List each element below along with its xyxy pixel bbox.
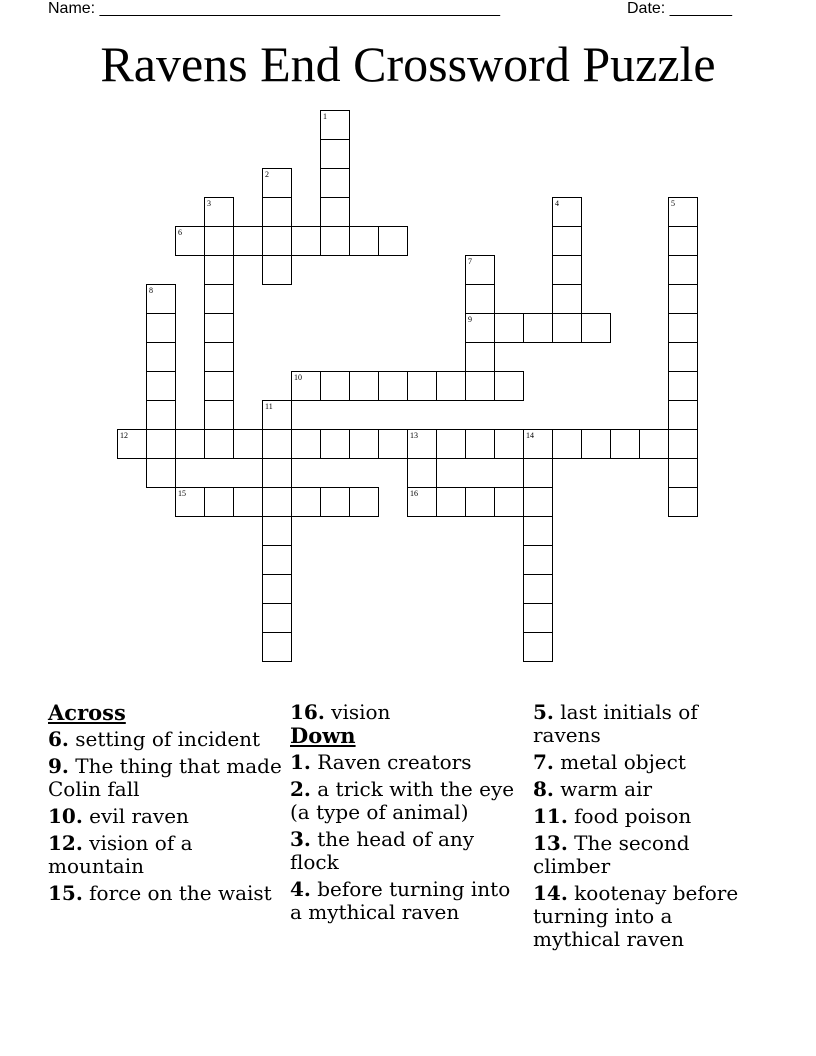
grid-cell[interactable] (436, 371, 466, 401)
clue-number: 14 (526, 431, 534, 440)
down-clue: 14. kootenay before turning into a mythical raven (533, 881, 739, 951)
clue-number: 5 (671, 199, 675, 208)
grid-cell[interactable] (552, 284, 582, 314)
grid-cell[interactable] (233, 487, 263, 517)
down-clue: 4. before turning into a mythical raven (290, 877, 511, 924)
grid-cell[interactable] (262, 487, 292, 517)
grid-cell[interactable] (668, 342, 698, 372)
grid-cell[interactable] (436, 487, 466, 517)
across-clue: 15. force on the waist (48, 881, 272, 905)
grid-cell[interactable] (233, 429, 263, 459)
grid-cell[interactable] (262, 632, 292, 662)
grid-cell[interactable] (262, 545, 292, 575)
grid-cell[interactable] (378, 226, 408, 256)
grid-cell[interactable] (378, 429, 408, 459)
down-clue: 13. The second climber (533, 831, 690, 878)
grid-cell[interactable] (204, 313, 234, 343)
grid-cell[interactable] (262, 255, 292, 285)
grid-cell[interactable] (262, 197, 292, 227)
grid-cell[interactable] (407, 371, 437, 401)
grid-cell[interactable] (378, 371, 408, 401)
grid-cell[interactable] (581, 313, 611, 343)
grid-cell[interactable] (465, 284, 495, 314)
grid-cell[interactable] (523, 545, 553, 575)
grid-cell[interactable] (175, 429, 205, 459)
grid-cell[interactable] (204, 284, 234, 314)
clue-column-3 (533, 701, 763, 955)
clue-number: 4 (555, 199, 559, 208)
grid-cell[interactable] (146, 458, 176, 488)
grid-cell[interactable] (668, 226, 698, 256)
grid-cell[interactable] (320, 371, 350, 401)
grid-cell[interactable] (552, 313, 582, 343)
grid-cell[interactable] (204, 371, 234, 401)
grid-cell[interactable] (320, 168, 350, 198)
clue-number: 2 (265, 170, 269, 179)
clue-number: 15 (178, 489, 186, 498)
down-clue: 7. metal object (533, 750, 686, 774)
clue-number: 13 (410, 431, 418, 440)
grid-cell[interactable] (233, 226, 263, 256)
clue-number: 8 (149, 286, 153, 295)
grid-cell[interactable] (146, 371, 176, 401)
grid-cell[interactable] (494, 371, 524, 401)
grid-cell[interactable] (494, 313, 524, 343)
grid-cell[interactable] (465, 342, 495, 372)
across-clue: 10. evil raven (48, 804, 189, 828)
grid-cell[interactable] (291, 429, 321, 459)
down-clue: 5. last initials of ravens (533, 700, 698, 747)
clue-number: 6 (178, 228, 182, 237)
across-clue: 6. setting of incident (48, 727, 261, 751)
grid-cell[interactable] (349, 371, 379, 401)
down-clue: 8. warm air (533, 777, 653, 801)
across-clue: 16. vision (290, 700, 391, 724)
clue-number: 3 (207, 199, 211, 208)
across-heading: Across (48, 700, 126, 725)
grid-cell[interactable] (668, 284, 698, 314)
grid-cell[interactable] (349, 226, 379, 256)
grid-cell[interactable] (204, 429, 234, 459)
grid-cell[interactable] (523, 632, 553, 662)
grid-cell[interactable] (552, 226, 582, 256)
across-clue: 12. vision of a mountain (48, 831, 193, 878)
grid-cell[interactable] (552, 255, 582, 285)
grid-cell[interactable] (668, 487, 698, 517)
down-heading: Down (290, 723, 356, 748)
grid-cell[interactable] (146, 400, 176, 430)
clue-number: 1 (323, 112, 327, 121)
grid-cell[interactable] (436, 429, 466, 459)
clue-column-2 (290, 701, 528, 928)
grid-cell[interactable] (668, 400, 698, 430)
grid-cell[interactable] (610, 429, 640, 459)
grid-cell[interactable] (523, 603, 553, 633)
grid-cell[interactable] (204, 226, 234, 256)
down-clue: 2. a trick with the eye (a type of animal) (290, 777, 515, 824)
grid-cell[interactable] (523, 458, 553, 488)
grid-cell[interactable] (320, 429, 350, 459)
header-line (48, 0, 748, 20)
down-clue: 11. food poison (533, 804, 692, 828)
grid-cell[interactable] (320, 226, 350, 256)
grid-cell[interactable] (552, 429, 582, 459)
grid-cell[interactable] (291, 487, 321, 517)
grid-cell[interactable] (668, 458, 698, 488)
grid-cell[interactable] (494, 487, 524, 517)
grid-cell[interactable] (668, 371, 698, 401)
grid-cell[interactable] (639, 429, 669, 459)
grid-cell[interactable] (262, 429, 292, 459)
grid-cell[interactable] (262, 574, 292, 604)
clue-number: 16 (410, 489, 418, 498)
clue-number: 12 (120, 431, 128, 440)
grid-cell[interactable] (320, 487, 350, 517)
clue-number: 7 (468, 257, 472, 266)
grid-cell[interactable] (523, 516, 553, 546)
grid-cell[interactable] (668, 255, 698, 285)
grid-cell[interactable] (262, 458, 292, 488)
grid-cell[interactable] (523, 487, 553, 517)
grid-cell[interactable] (407, 458, 437, 488)
grid-cell[interactable] (523, 313, 553, 343)
grid-cell[interactable] (523, 574, 553, 604)
grid-cell[interactable] (204, 487, 234, 517)
grid-cell[interactable] (262, 516, 292, 546)
grid-cell[interactable] (204, 342, 234, 372)
grid-cell[interactable] (465, 429, 495, 459)
across-clue: 9. The thing that made Colin fall (48, 754, 282, 801)
grid-cell[interactable] (262, 226, 292, 256)
grid-cell[interactable] (204, 400, 234, 430)
grid-cell[interactable] (668, 429, 698, 459)
clue-number: 10 (294, 373, 302, 382)
grid-cell[interactable] (320, 139, 350, 169)
clue-number: 11 (265, 402, 273, 411)
clue-column-1 (48, 701, 283, 909)
grid-cell[interactable] (204, 255, 234, 285)
clue-number: 9 (468, 315, 472, 324)
grid-cell[interactable] (320, 197, 350, 227)
down-clue: 3. the head of any flock (290, 827, 475, 874)
grid-cell[interactable] (146, 342, 176, 372)
grid-cell[interactable] (262, 603, 292, 633)
grid-cell[interactable] (465, 371, 495, 401)
name-field[interactable]: Name: _____________________________________________ (48, 0, 500, 17)
grid-cell[interactable] (146, 429, 176, 459)
grid-cell[interactable] (465, 487, 495, 517)
grid-cell[interactable] (291, 226, 321, 256)
grid-cell[interactable] (146, 313, 176, 343)
date-field[interactable]: Date: _______ (627, 0, 732, 17)
down-clue: 1. Raven creators (290, 750, 472, 774)
grid-cell[interactable] (581, 429, 611, 459)
grid-cell[interactable] (668, 313, 698, 343)
grid-cell[interactable] (349, 429, 379, 459)
grid-cell[interactable] (349, 487, 379, 517)
grid-cell[interactable] (494, 429, 524, 459)
page-title: Ravens End Crossword Puzzle (100, 36, 716, 92)
